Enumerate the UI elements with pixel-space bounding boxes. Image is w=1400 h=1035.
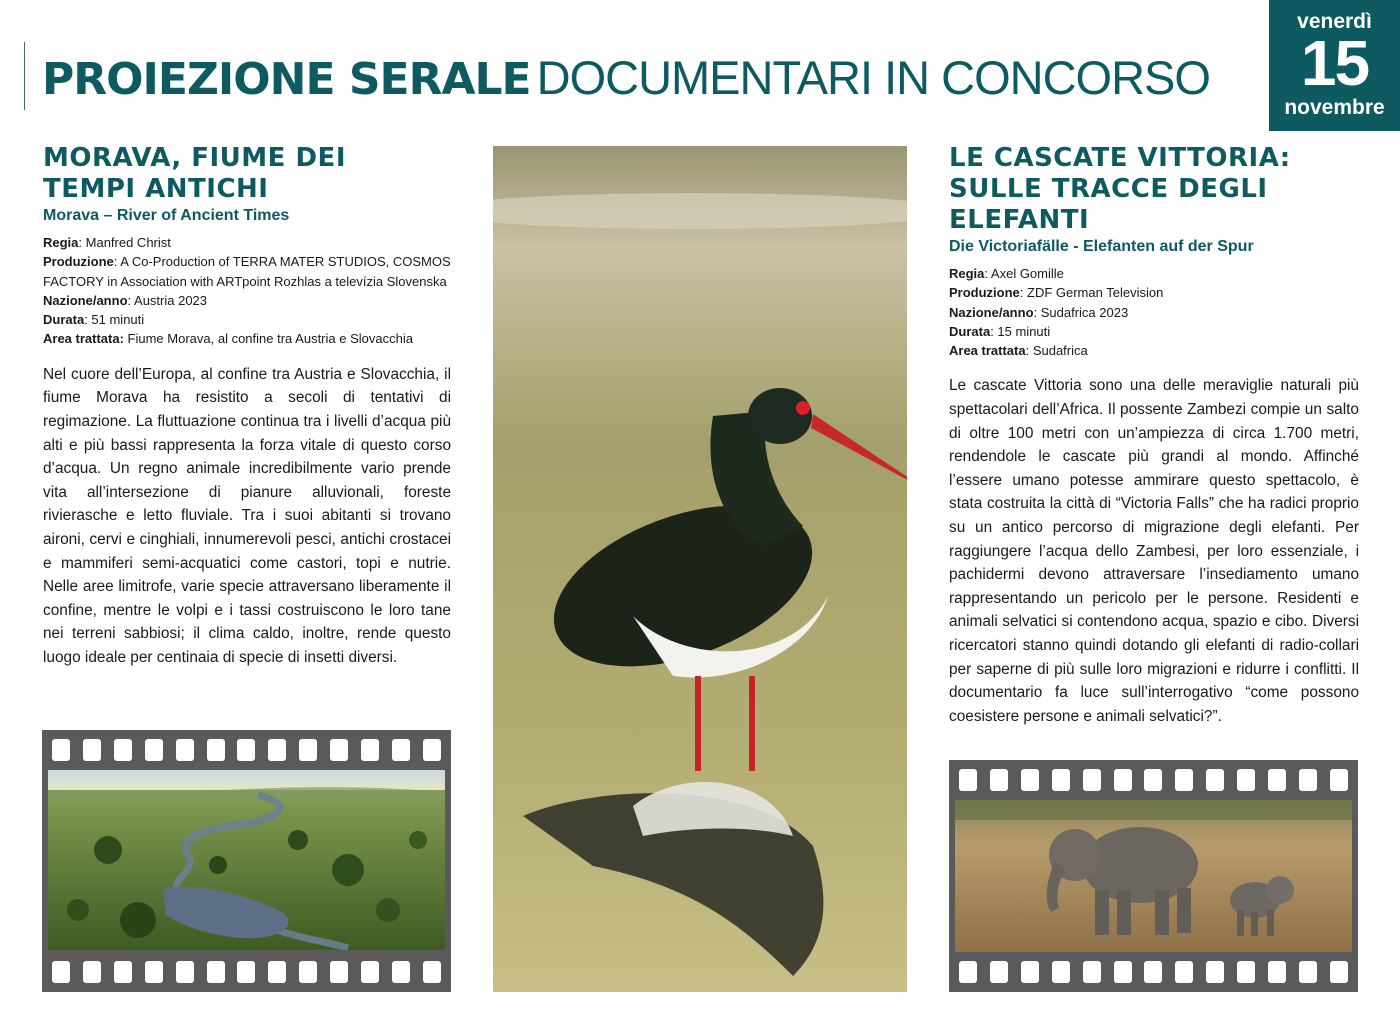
credit-label: Regia [949, 266, 985, 281]
date-weekday: venerdì [1297, 10, 1372, 33]
date-badge [1269, 0, 1400, 131]
film-hole [1144, 961, 1162, 983]
left-article [43, 143, 451, 670]
credit-value: Fiume Morava, al confine tra Austria e Slovacchia [123, 331, 413, 347]
right-title-line: ELEFANTI [949, 205, 1090, 235]
film-hole [145, 961, 163, 983]
film-perforations [959, 769, 1348, 791]
film-hole [1021, 769, 1039, 791]
left-title-line: MORAVA, FIUME DEI [43, 143, 346, 173]
film-hole [361, 961, 379, 983]
film-hole [1083, 961, 1101, 983]
film-hole [1083, 769, 1101, 791]
film-perforations [52, 739, 441, 761]
right-title-line: LE CASCATE VITTORIA: [949, 143, 1291, 173]
date-day: 15 [1300, 27, 1369, 99]
credit-line [949, 303, 1359, 322]
film-hole [83, 961, 101, 983]
credit-line [949, 341, 1359, 360]
credit-line [43, 291, 451, 310]
film-hole [1175, 961, 1193, 983]
credit-label: Produzione [43, 254, 114, 270]
film-hole [392, 739, 410, 761]
film-hole [392, 961, 410, 983]
date-month: novembre [1284, 96, 1385, 119]
credit-value: : 51 minuti [84, 312, 145, 328]
credit-label: Nazione/anno [949, 304, 1034, 320]
film-hole [237, 739, 255, 761]
page-header [42, 50, 1210, 110]
film-hole [959, 961, 977, 983]
river-landscape-photo [48, 770, 445, 950]
left-credits [43, 233, 451, 349]
right-subtitle: Die Victoriafälle - Elefanten auf der Spur [949, 238, 1254, 255]
credit-line [949, 322, 1359, 341]
credit-label: Area trattata: [43, 331, 124, 347]
film-hole [268, 739, 286, 761]
film-hole [1144, 769, 1162, 791]
right-body-text: Le cascate Vittoria sono una delle meraviglie naturali più spettacolari dell’Africa. Il possente Zambezi compie un salto di oltre 100 metri con un’ampiezza di circa 1.700 metri, rendendole le cascate più grandi al mondo. Affinché l’essere umano potesse ammirare questo spettacolo, è stata costruita la città di “Victoria Falls” che ha radici proprio su un antico percorso di migrazione degli elefanti. Per raggiungere l’acqua dello Zambesi, per loro essenziale, i pachidermi devono attraversare l’insediamento umano rappresentando un pericolo per le persone. Residenti e animali selvatici si contendono acqua, spazio e cibo. Diversi ricercatori stanno quindi dotando gli elefanti di radio-collari per saperne di più sulle loro migrazioni e ridurre i conflitti. Il documentario fa luce sull’interrogativo “come possono coesistere persone e animali selvatici?”. [949, 377, 1359, 725]
credit-line [43, 233, 451, 252]
header-divider [24, 42, 25, 110]
film-hole [1114, 769, 1132, 791]
header-title-bold: PROIEZIONE SERALE [42, 54, 531, 105]
film-hole [330, 961, 348, 983]
film-hole [1021, 961, 1039, 983]
credit-line [43, 252, 451, 291]
film-hole [959, 769, 977, 791]
film-hole [268, 961, 286, 983]
black-stork-photo [493, 146, 907, 992]
right-credits [949, 264, 1359, 360]
film-hole [207, 961, 225, 983]
film-hole [176, 739, 194, 761]
film-hole [207, 739, 225, 761]
credit-value: : Axel Gomille [984, 266, 1064, 281]
film-hole [1175, 769, 1193, 791]
film-hole [1237, 961, 1255, 983]
film-hole [1330, 961, 1348, 983]
film-perforations [52, 961, 441, 983]
film-hole [299, 739, 317, 761]
left-body-text: Nel cuore dell’Europa, al confine tra Austria e Slovacchia, il fiume Morava ha resistito a secoli di tentativi di regimazione. La fluttuazione continua tra i livelli d’acqua più alti e più bassi rappresenta la forza vitale di questo corso d’acqua. Un regno animale incredibilmente vario prende vita all’intersezione di pianure alluvionali, foreste rivierasche e letto fluviale. Tra i suoi abitanti si trovano aironi, cervi e cinghiali, innumerevoli pesci, antichi crostacei e mammiferi semi-acquatici come castori, topi e nutrie. Nelle aree limitrofe, varie specie attraversano liberamente il confine, mentre le volpi e i tassi costruiscono le loro tane nei terreni sabbiosi; il clima caldo, inoltre, rende questo luogo ideale per centinaia di specie di insetti diversi. [43, 365, 451, 666]
credit-label: Area trattata [949, 343, 1026, 359]
header-title-light: DOCUMENTARI IN CONCORSO [536, 51, 1210, 104]
film-hole [114, 961, 132, 983]
left-title-line: TEMPI ANTICHI [43, 174, 269, 204]
right-title [949, 143, 1359, 236]
credit-value: : A Co-Production of TERRA MATER STUDIOS, COSMOS FACTORY in Association with ARTpoint Rozhlas a televízia Slovenska [43, 254, 451, 289]
film-hole [114, 739, 132, 761]
film-hole [423, 961, 441, 983]
right-film-strip [949, 760, 1358, 992]
film-hole [176, 961, 194, 983]
film-hole [237, 961, 255, 983]
film-hole [52, 961, 70, 983]
credit-value: : 15 minuti [990, 323, 1051, 339]
film-hole [1299, 961, 1317, 983]
credit-value: : Manfred Christ [78, 235, 171, 250]
credit-label: Durata [949, 323, 991, 339]
credit-label: Nazione/anno [43, 292, 128, 308]
film-hole [1052, 961, 1070, 983]
credit-line [43, 329, 451, 348]
film-hole [1206, 769, 1224, 791]
credit-line [949, 283, 1359, 302]
film-hole [83, 739, 101, 761]
film-hole [1052, 769, 1070, 791]
film-hole [1268, 961, 1286, 983]
credit-line [43, 310, 451, 329]
left-film-strip [42, 730, 451, 992]
credit-line [949, 264, 1359, 283]
film-hole [1114, 961, 1132, 983]
credit-value: : Sudafrica [1025, 343, 1088, 359]
film-hole [990, 961, 1008, 983]
film-hole [1299, 769, 1317, 791]
left-subtitle: Morava – River of Ancient Times [43, 207, 290, 224]
right-title-line: SULLE TRACCE DEGLI [949, 174, 1268, 204]
credit-label: Regia [43, 235, 79, 250]
film-perforations [959, 961, 1348, 983]
film-hole [1330, 769, 1348, 791]
film-hole [330, 739, 348, 761]
film-hole [361, 739, 379, 761]
film-hole [1206, 961, 1224, 983]
film-hole [423, 739, 441, 761]
left-title [43, 143, 451, 205]
credit-value: : ZDF German Television [1019, 285, 1164, 301]
right-article [949, 143, 1359, 728]
elephants-photo [955, 800, 1352, 952]
credit-label: Produzione [949, 285, 1020, 301]
film-hole [52, 739, 70, 761]
film-hole [1268, 769, 1286, 791]
film-hole [299, 961, 317, 983]
film-hole [145, 739, 163, 761]
film-hole [1237, 769, 1255, 791]
film-hole [990, 769, 1008, 791]
credit-value: : Sudafrica 2023 [1033, 304, 1129, 320]
credit-label: Durata [43, 312, 85, 328]
credit-value: : Austria 2023 [127, 292, 208, 308]
